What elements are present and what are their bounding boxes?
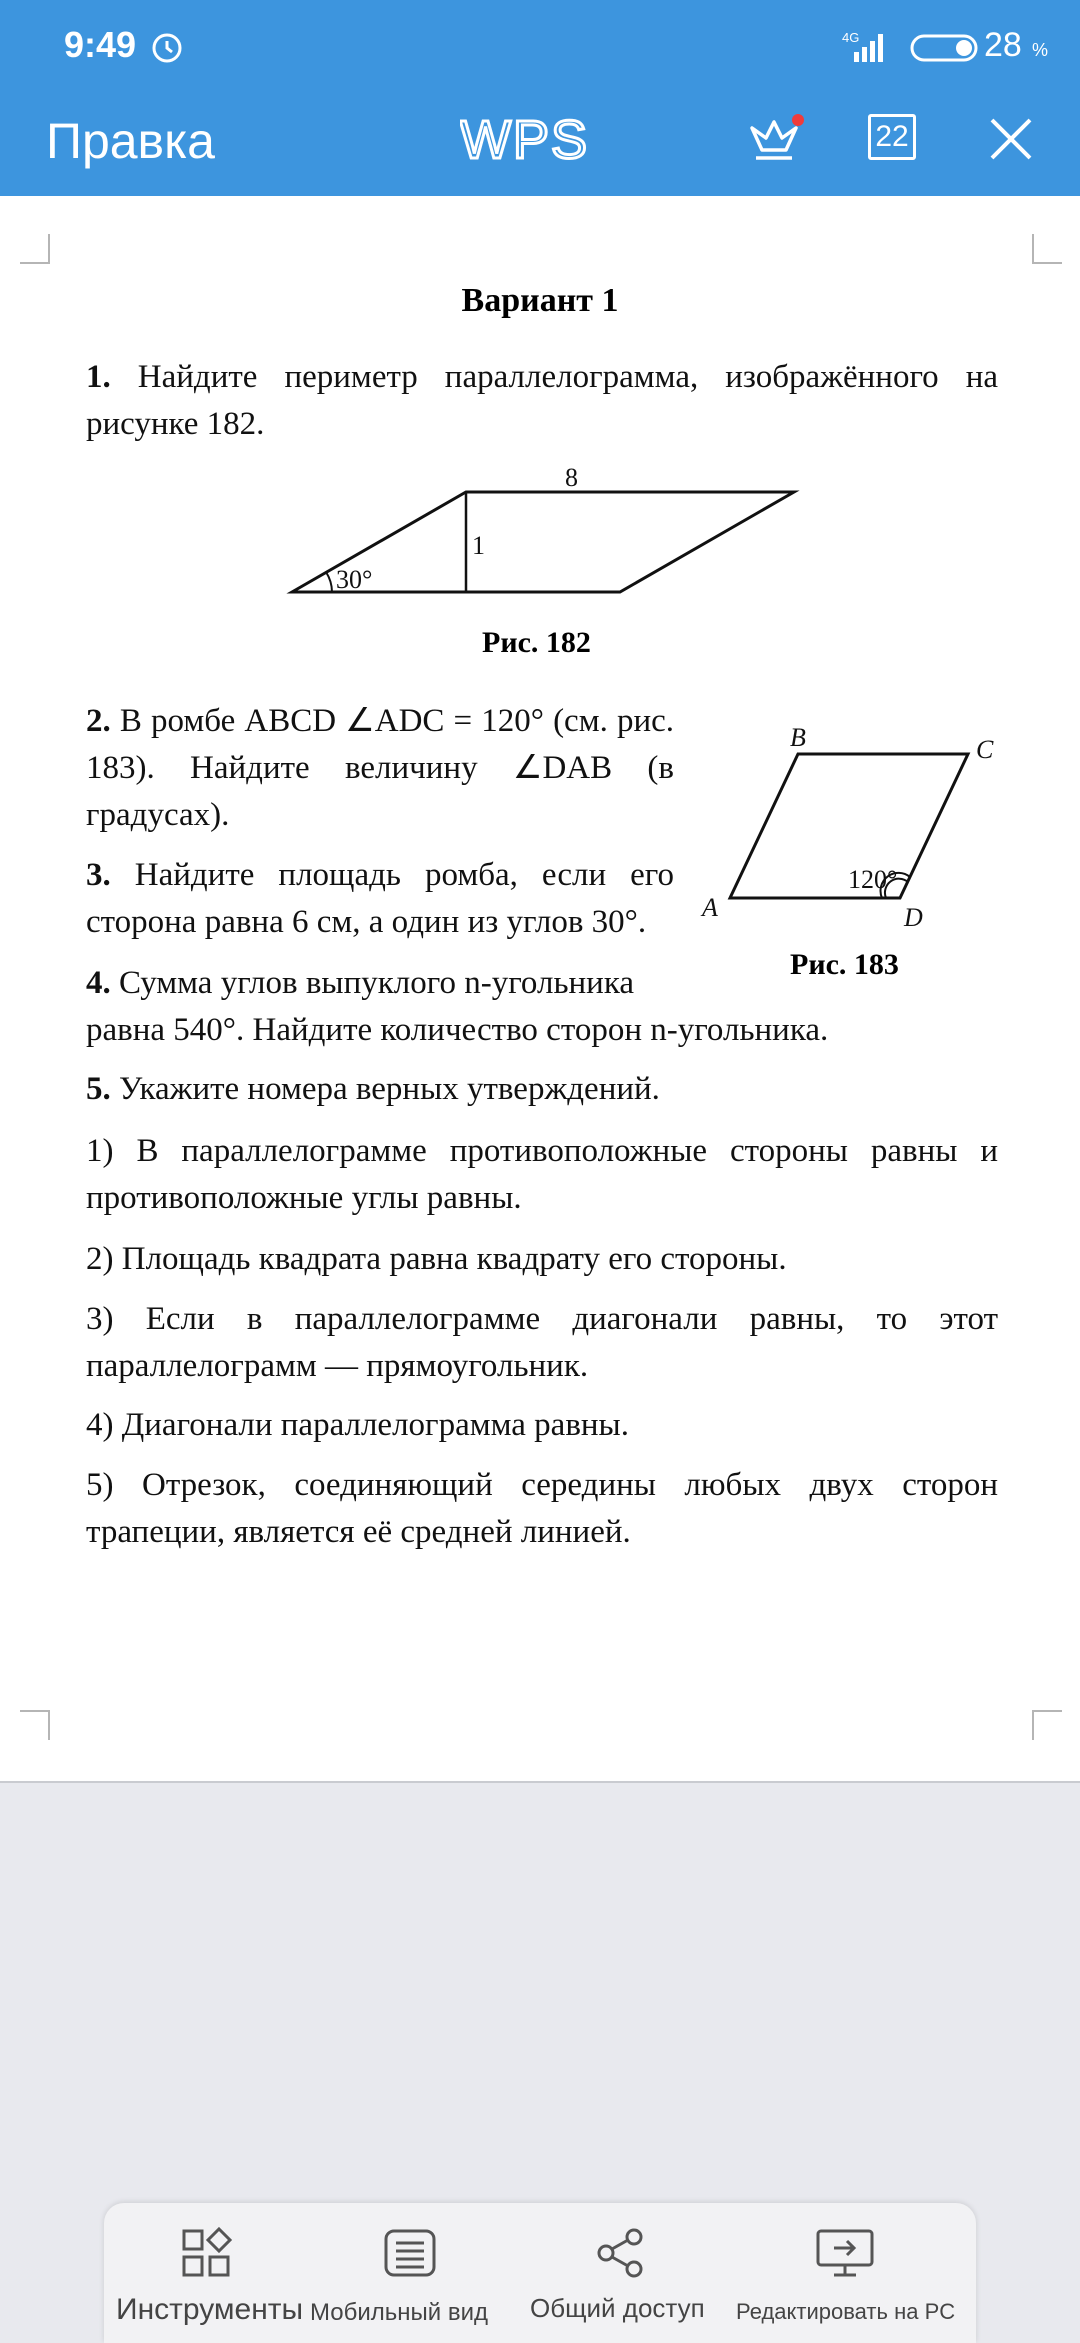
network-type: 4G [842, 30, 860, 45]
tools-button[interactable] [104, 2203, 304, 2343]
statement-number: 2) [86, 1241, 114, 1277]
statement-4 [86, 1402, 998, 1449]
question-number: 1. [86, 359, 111, 395]
statement-text: В параллелограмме противоположные стороны равны и противоположные углы равны. [86, 1133, 998, 1216]
share-button[interactable] [520, 2203, 720, 2343]
statement-text: Если в параллелограмме диагонали равны, то этот параллелограмм — прямоугольник. [86, 1301, 998, 1384]
vertex-label: D [904, 903, 923, 926]
statement-text: Диагонали параллелограмма равны. [121, 1407, 629, 1443]
bottom-toolbar [104, 2203, 976, 2343]
question-4 [86, 960, 998, 1054]
edit-on-pc-button[interactable] [724, 2203, 976, 2343]
crown-icon[interactable] [742, 108, 806, 172]
statement-3 [86, 1296, 998, 1390]
tools-icon [178, 2225, 234, 2281]
question-text: В ромбе ABCD ∠ADC = 120° (см. рис. 183). Найдите величину ∠DAB (в градусах). [86, 703, 675, 833]
signal-icon [836, 30, 896, 64]
vertex-label: A [702, 893, 718, 922]
question-text: Укажите номера верных утверждений. [119, 1071, 660, 1107]
mobile-view-button[interactable] [308, 2203, 512, 2343]
page-corner-mark [1032, 234, 1062, 264]
close-icon[interactable] [986, 114, 1036, 164]
statement-5 [86, 1462, 998, 1556]
status-bar [0, 0, 1080, 90]
app-toolbar [0, 90, 1080, 196]
tools-label: Инструменты [116, 2293, 304, 2326]
share-label: Общий доступ [530, 2293, 705, 2323]
question-1 [86, 354, 998, 448]
page-corner-mark [20, 234, 50, 264]
status-time: 9:49 [64, 24, 137, 65]
question-number: 5. [86, 1071, 111, 1107]
wps-logo [460, 114, 620, 164]
angle-label: 120° [848, 865, 898, 894]
angle-label: 30° [336, 565, 373, 594]
question-3 [86, 852, 674, 946]
alarm-icon [150, 30, 184, 64]
figure-183 [700, 716, 1020, 926]
question-text-line1: Сумма углов выпуклого n-угольника [119, 965, 635, 1001]
statement-text: Площадь квадрата равна квадрату его стороны. [121, 1241, 787, 1277]
angle-arc [326, 572, 332, 592]
vertex-label: C [976, 735, 994, 764]
statement-number: 4) [86, 1407, 114, 1443]
question-text-line2: равна 540°. Найдите количество сторон n-угольника. [86, 1012, 829, 1048]
figure-caption: Рис. 183 [790, 948, 899, 981]
question-text: Найдите площадь ромба, если его сторона равна 6 см, а один из углов 30°. [86, 857, 675, 940]
mobile-view-icon [382, 2225, 438, 2281]
page-corner-mark [20, 1710, 50, 1740]
battery-unit: % [1032, 40, 1049, 60]
variant-heading: Вариант 1 [461, 282, 619, 319]
mobile-view-label: Мобильный вид [310, 2299, 489, 2326]
question-number: 3. [86, 857, 111, 893]
question-2 [86, 698, 674, 839]
page-count-button[interactable]: 22 [868, 114, 916, 160]
statement-number: 5) [86, 1467, 114, 1503]
question-number: 4. [86, 965, 111, 1001]
edit-button[interactable]: Правка [46, 113, 215, 169]
side-label: 8 [565, 463, 578, 492]
statement-number: 3) [86, 1301, 114, 1337]
pc-edit-icon [814, 2225, 876, 2281]
question-text: Найдите периметр параллелограмма, изображённого на рисунке 182. [86, 359, 999, 442]
statement-number: 1) [86, 1133, 114, 1169]
statement-2 [86, 1236, 998, 1283]
svg-text:WPS: WPS [460, 114, 590, 164]
question-5 [86, 1066, 998, 1113]
statement-text: Отрезок, соединяющий середины любых двух сторон трапеции, является её средней линией. [86, 1467, 999, 1550]
figure-caption: Рис. 182 [482, 626, 591, 659]
battery-level: 28 [984, 26, 1022, 64]
edit-on-pc-label: Редактировать на PC [736, 2299, 956, 2324]
height-label: 1 [472, 531, 485, 560]
question-number: 2. [86, 703, 111, 739]
document-page[interactable] [0, 196, 1080, 1783]
battery-icon [910, 33, 980, 63]
statement-1 [86, 1128, 998, 1222]
page-corner-mark [1032, 1710, 1062, 1740]
vertex-label: B [790, 723, 806, 752]
share-icon [592, 2225, 648, 2281]
figure-182 [280, 458, 820, 598]
